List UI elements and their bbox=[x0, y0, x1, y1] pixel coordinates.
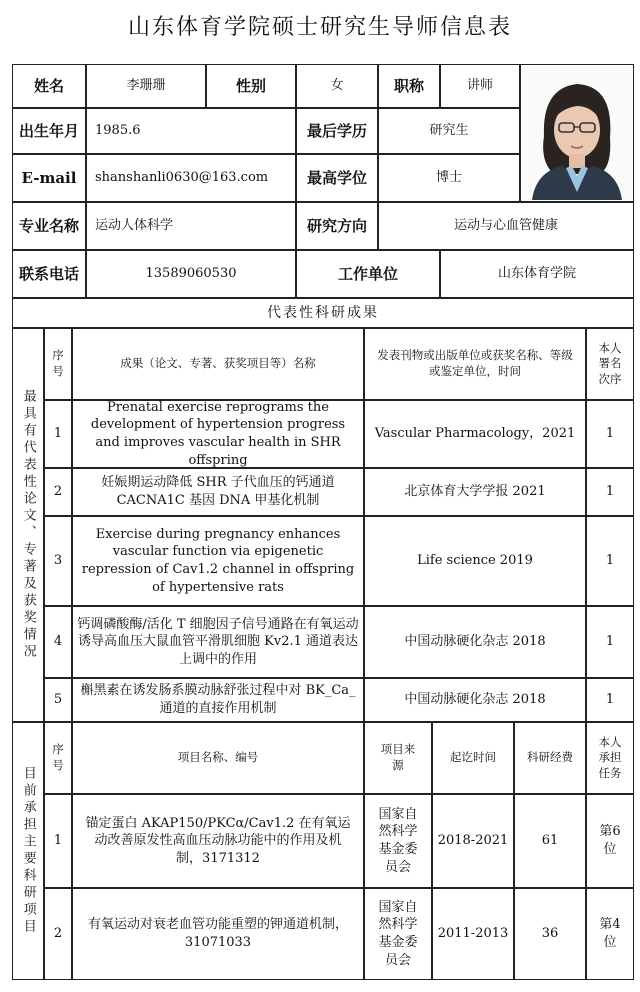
projects-head-no: 序号 bbox=[44, 722, 72, 794]
major-label: 专业名称 bbox=[12, 202, 86, 250]
project-row-funding: 36 bbox=[514, 888, 586, 980]
phone-label: 联系电话 bbox=[12, 250, 86, 298]
birth-value: 1985.6 bbox=[86, 108, 296, 154]
paper-row-no: 2 bbox=[44, 468, 72, 516]
project-row-no: 1 bbox=[44, 794, 72, 888]
phone-value: 13589060530 bbox=[86, 250, 296, 298]
research-label: 研究方向 bbox=[296, 202, 378, 250]
section-title: 代表性科研成果 bbox=[12, 298, 634, 328]
projects-head-funding: 科研经费 bbox=[514, 722, 586, 794]
paper-row-no: 3 bbox=[44, 516, 72, 606]
project-row-funding: 61 bbox=[514, 794, 586, 888]
paper-row-venue: Life science 2019 bbox=[364, 516, 586, 606]
paper-row-no: 5 bbox=[44, 678, 72, 722]
paper-row-rank: 1 bbox=[586, 468, 634, 516]
degree-label: 最高学位 bbox=[296, 154, 378, 202]
education-value: 研究生 bbox=[378, 108, 520, 154]
portrait-image bbox=[522, 66, 632, 200]
name-label: 姓名 bbox=[12, 64, 86, 108]
work-unit-value: 山东体育学院 bbox=[440, 250, 634, 298]
papers-side-label: 最具有代表性论文、专著及获奖情况 bbox=[12, 328, 44, 722]
paper-row-no: 4 bbox=[44, 606, 72, 678]
project-row-no: 2 bbox=[44, 888, 72, 980]
project-row-role: 第4位 bbox=[586, 888, 634, 980]
paper-row-title: 槲黑素在诱发肠系膜动脉舒张过程中对 BK_Ca_通道的直接作用机制 bbox=[72, 678, 364, 722]
project-row-source: 国家自然科学基金委员会 bbox=[364, 794, 432, 888]
paper-row-rank: 1 bbox=[586, 400, 634, 468]
paper-row-no: 1 bbox=[44, 400, 72, 468]
paper-row-rank: 1 bbox=[586, 516, 634, 606]
project-row-period: 2018-2021 bbox=[432, 794, 514, 888]
portrait-photo bbox=[520, 64, 634, 202]
project-row-name: 锚定蛋白 AKAP150/PKCα/Cav1.2 在有氧运动改善原发性高血压动脉功能中的作用及机制，3171312 bbox=[72, 794, 364, 888]
papers-head-rank: 本人署名次序 bbox=[586, 328, 634, 400]
paper-row-title: 钙调磷酸酶/活化 T 细胞因子信号通路在有氧运动诱导高血压大鼠血管平滑肌细胞 Kv2.1 通道表达上调中的作用 bbox=[72, 606, 364, 678]
paper-row-venue: 中国动脉硬化杂志 2018 bbox=[364, 606, 586, 678]
paper-row-venue: 中国动脉硬化杂志 2018 bbox=[364, 678, 586, 722]
page-title: 山东体育学院硕士研究生导师信息表 bbox=[127, 15, 512, 40]
project-row-source: 国家自然科学基金委员会 bbox=[364, 888, 432, 980]
gender-value: 女 bbox=[296, 64, 378, 108]
rank-value: 讲师 bbox=[440, 64, 520, 108]
name-value: 李珊珊 bbox=[86, 64, 206, 108]
gender-label: 性别 bbox=[206, 64, 296, 108]
paper-row-rank: 1 bbox=[586, 678, 634, 722]
papers-head-no: 序号 bbox=[44, 328, 72, 400]
projects-head-role: 本人承担任务 bbox=[586, 722, 634, 794]
projects-head-source: 项目来源 bbox=[364, 722, 432, 794]
paper-row-title: Prenatal exercise reprograms the development of hypertension progress and improves vascular health in SHR offspring bbox=[72, 400, 364, 468]
education-label: 最后学历 bbox=[296, 108, 378, 154]
projects-head-period: 起讫时间 bbox=[432, 722, 514, 794]
papers-head-venue: 发表刊物或出版单位或获奖名称、等级或鉴定单位，时间 bbox=[364, 328, 586, 400]
rank-label: 职称 bbox=[378, 64, 440, 108]
email-label: E-mail bbox=[12, 154, 86, 202]
paper-row-title: 妊娠期运动降低 SHR 子代血压的钙通道 CACNA1C 基因 DNA 甲基化机制 bbox=[72, 468, 364, 516]
degree-value: 博士 bbox=[378, 154, 520, 202]
project-row-name: 有氧运动对衰老血管功能重塑的钾通道机制，31071033 bbox=[72, 888, 364, 980]
paper-row-rank: 1 bbox=[586, 606, 634, 678]
project-row-period: 2011-2013 bbox=[432, 888, 514, 980]
work-unit-label: 工作单位 bbox=[296, 250, 440, 298]
project-row-role: 第6位 bbox=[586, 794, 634, 888]
research-value: 运动与心血管健康 bbox=[378, 202, 634, 250]
papers-head-title: 成果（论文、专著、获奖项目等）名称 bbox=[72, 328, 364, 400]
projects-side-label: 目前承担主要科研项目 bbox=[12, 722, 44, 980]
paper-row-venue: 北京体育大学学报 2021 bbox=[364, 468, 586, 516]
paper-row-title: Exercise during pregnancy enhances vascular function via epigenetic repression of Cav1.2 channel in offspring of hypertensive rats bbox=[72, 516, 364, 606]
birth-label: 出生年月 bbox=[12, 108, 86, 154]
major-value: 运动人体科学 bbox=[86, 202, 296, 250]
email-value: shanshanli0630@163.com bbox=[86, 154, 296, 202]
paper-row-venue: Vascular Pharmacology，2021 bbox=[364, 400, 586, 468]
projects-head-name: 项目名称、编号 bbox=[72, 722, 364, 794]
